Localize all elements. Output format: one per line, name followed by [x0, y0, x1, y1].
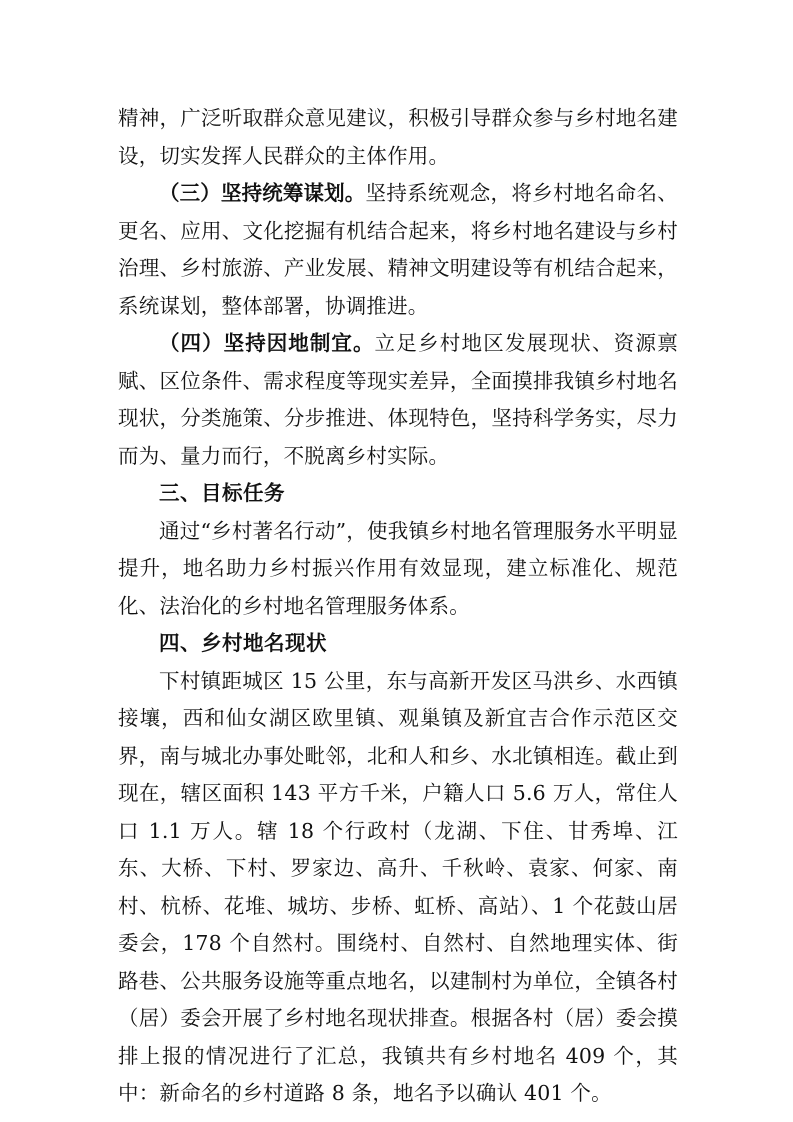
paragraph-goals: 通过“乡村著名行动”，使我镇乡村地名管理服务水平明显提升，地名助力乡村振兴作用有效显现，建立标准化、规范化、法治化的乡村地名管理服务体系。 [118, 518, 678, 618]
section-title-overall-planning: （三）坚持统筹谋划。 [159, 181, 366, 205]
heading-place-name-status: 四、乡村地名现状 [159, 631, 327, 655]
paragraph-local-conditions [118, 325, 678, 475]
heading-goals: 三、目标任务 [159, 481, 285, 505]
section-body-overall-planning: 坚持系统观念，将乡村地名命名、更名、应用、文化挖掘有机结合起来，将乡村地名建设与乡村治理、乡村旅游、产业发展、精神文明建设等有机结合起来，系统谋划，整体部署，协调推进。 [118, 181, 679, 318]
document-body [118, 100, 678, 1113]
section-title-local-conditions: （四）坚持因地制宜。 [159, 331, 375, 355]
section-body-local-conditions: 立足乡村地区发展现状、资源禀赋、区位条件、需求程度等现实差异，全面摸排我镇乡村地名现状，分类施策、分步推进、体现特色，坚持科学务实，尽力而为、量力而行，不脱离乡村实际。 [118, 331, 678, 468]
paragraph-overall-planning [118, 175, 678, 325]
paragraph-public-participation: 精神，广泛听取群众意见建议，积极引导群众参与乡村地名建设，切实发挥人民群众的主体作用。 [118, 106, 678, 168]
paragraph-place-name-status: 下村镇距城区 15 公里，东与高新开发区马洪乡、水西镇接壤，西和仙女湖区欧里镇、观巢镇及新宜吉合作示范区交界，南与城北办事处毗邻，北和人和乡、水北镇相连。截止到现在，辖区面积 143 平方千米，户籍人口 5.6 万人，常住人口 1.1 万人。辖 18 个行政村（龙湖、下住、甘秀埠、江东、大桥、下村、罗家边、高升、千秋岭、袁家、何家、南村、杭桥、花堆、城坊、步桥、虹桥、高站）、1 个花鼓山居委会，178 个自然村。围绕村、自然村、自然地理实体、街路巷、公共服务设施等重点地名，以建制村为单位，全镇各村（居）委会开展了乡村地名现状排查。根据各村（居）委会摸排上报的情况进行了汇总，我镇共有乡村地名 409 个，其中：新命名的乡村道路 8 条，地名予以确认 401 个。 [118, 668, 678, 1105]
